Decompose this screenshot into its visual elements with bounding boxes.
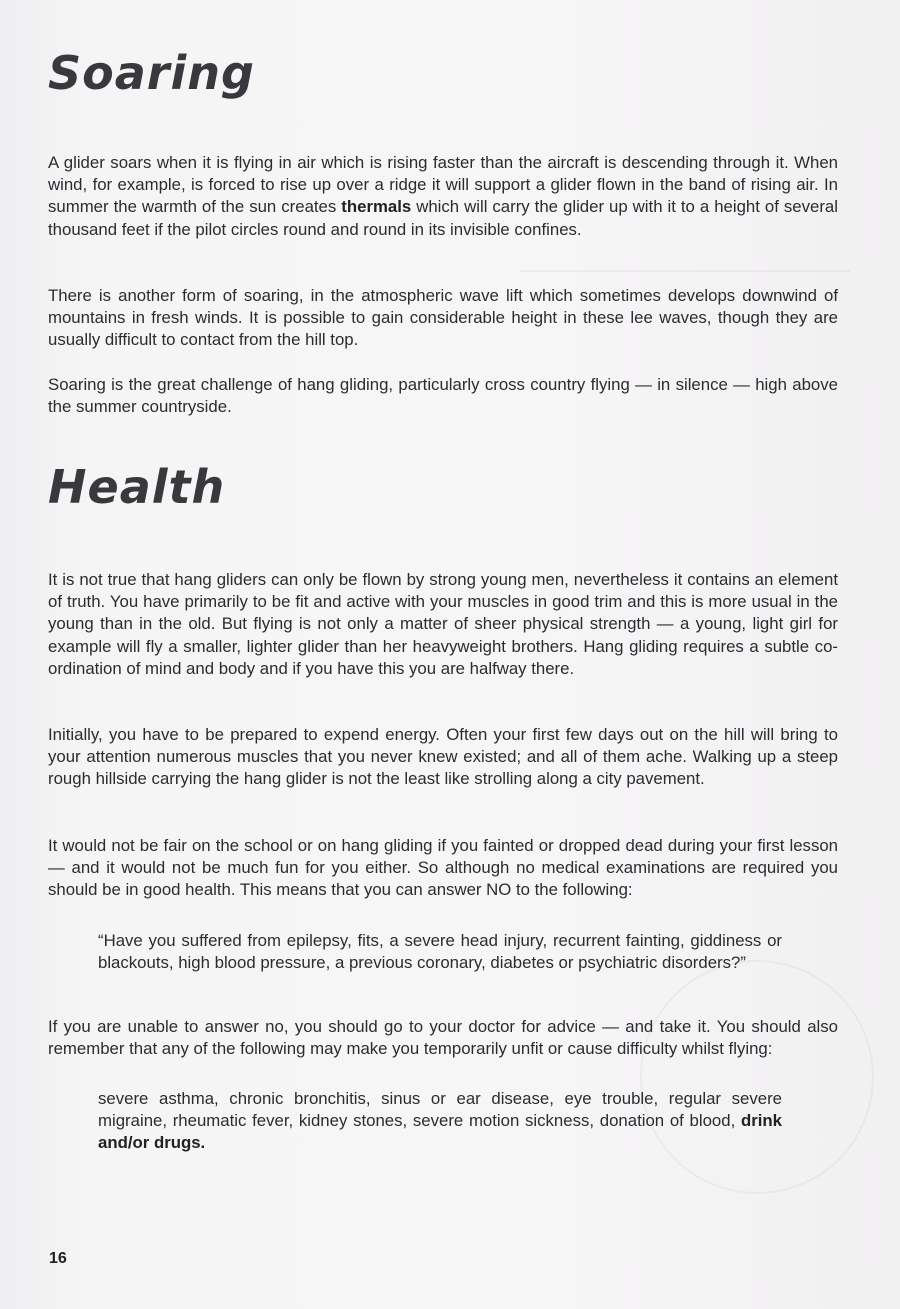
conditions-list-text: severe asthma, chronic bronchitis, sinus or ear disease, eye trouble, regular severe migraine, rheumatic fever, kidney stones, severe motion sickness, donation of blood, xyxy=(98,1089,782,1131)
health-heading: Health xyxy=(48,460,226,514)
health-paragraph-3: It would not be fair on the school or on hang gliding if you fainted or dropped dead during your first lesson — and it would not be much fun for you either. So although no medical examinations are required you should be in good health. This means that you can answer NO to the following: xyxy=(48,836,838,900)
soaring-paragraph-1 xyxy=(48,152,838,241)
health-paragraph-2: Initially, you have to be prepared to expend energy. Often your first few days out on the hill will bring to your attention numerous muscles that you never knew existed; and all of them ache. Walking up a steep rough hillside carrying the hang glider is not the least like strolling along a city pavement. xyxy=(48,725,838,789)
soaring-paragraph-2: There is another form of soaring, in the atmospheric wave lift which sometimes develops downwind of mountains in fresh winds. It is possible to gain considerable height in these lee waves, though they are usually difficult to contact from the hill top. xyxy=(48,286,838,350)
medical-questions-quote: “Have you suffered from epilepsy, fits, a severe head injury, recurrent fainting, giddiness or blackouts, high blood pressure, a previous coronary, diabetes or psychiatric disorders?” xyxy=(98,931,782,973)
health-paragraph-1: It is not true that hang gliders can only be flown by strong young men, nevertheless it contains an element of truth. You have primarily to be fit and active with your muscles in good trim and this is more usual in the young than in the old. But flying is not only a matter of sheer physical strength — a young, light girl for example will fly a smaller, lighter glider than her heavyweight brothers. Hang gliding requires a subtle co-ordination of mind and body and if you have this you are halfway there. xyxy=(48,570,838,678)
conditions-list xyxy=(98,1088,782,1155)
soaring-paragraph-3: Soaring is the great challenge of hang gliding, particularly cross country flying — in silence — high above the summer countryside. xyxy=(48,375,838,417)
reverse-page-rule xyxy=(520,270,850,272)
soaring-heading: Soaring xyxy=(48,46,255,100)
thermals-term: thermals xyxy=(341,197,412,217)
soaring-paragraph-1-text-a: A glider soars when it is flying in air which is rising faster than the aircraft is descending through it. When wind, for example, is forced to rise up over a ridge it will support a glider flown in the band of rising air. In summer the warmth of the sun creates xyxy=(48,153,838,217)
health-paragraph-4: If you are unable to answer no, you should go to your doctor for advice — and take it. You should also remember that any of the following may make you temporarily unfit or cause difficulty whilst flying: xyxy=(48,1017,838,1059)
page-number: 16 xyxy=(49,1250,67,1267)
soaring-paragraph-1-text-b: which will carry the glider up with it to a height of several thousand feet if the pilot circles round and round in its invisible confines. xyxy=(48,197,838,239)
drink-drugs-term: drink and/or drugs. xyxy=(98,1111,782,1153)
reverse-page-circle xyxy=(640,960,874,1194)
